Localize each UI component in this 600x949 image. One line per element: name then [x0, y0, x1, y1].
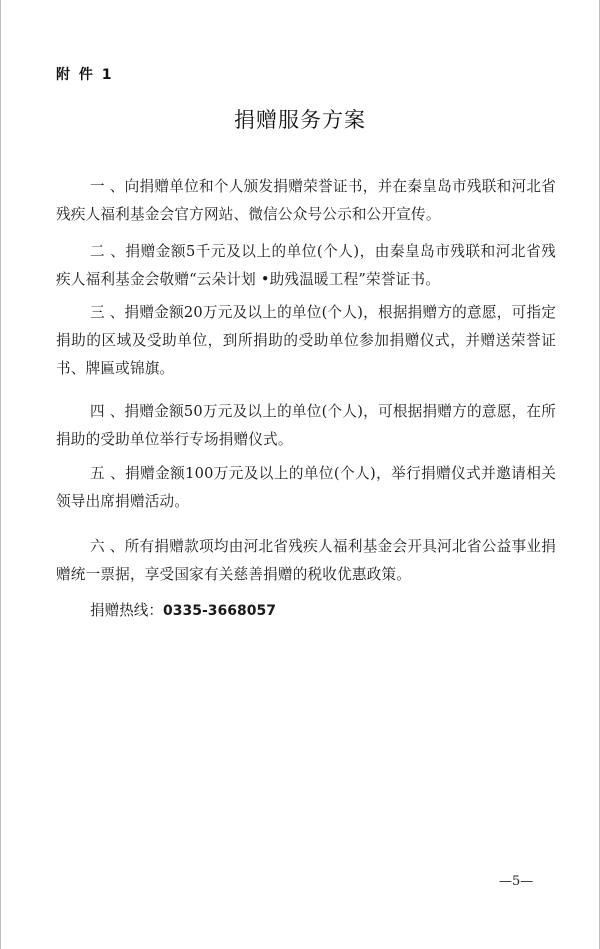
paragraph-5: 五 、捐赠金额100万元及以上的单位(个人)，举行捐赠仪式并邀请相关领导出席捐赠活动。: [56, 465, 556, 510]
hotline-label: 捐赠热线：: [90, 602, 163, 619]
hotline-number: 0335-3668057: [162, 603, 276, 619]
paragraph-1: 一 、向捐赠单位和个人颁发捐赠荣誉证书，并在秦皇岛市残联和河北省残疾人福利基金会官方网站、微信公众号公示和公开宣传。: [56, 178, 556, 223]
paragraph-2: 二 、捐赠金额5千元及以上的单位(个人)，由秦皇岛市残联和河北省残疾人福利基金会敬赠“云朵计划 •助残温暖工程”荣誉证书。: [56, 243, 556, 288]
attachment-label: 附 件 1: [56, 67, 114, 83]
page-number: —5—: [499, 874, 534, 889]
paragraph-6: 六 、所有捐赠款项均由河北省残疾人福利基金会开具河北省公益事业捐赠统一票据，享受国家有关慈善捐赠的税收优惠政策。: [56, 538, 556, 583]
paragraph-3: 三 、捐赠金额20万元及以上的单位(个人)，根据捐赠方的意愿，可指定捐助的区域及受助单位，到所捐助的受助单位参加捐赠仪式，并赠送荣誉证书、牌匾或锦旗。: [56, 304, 556, 377]
paragraph-4: 四 、捐赠金额50万元及以上的单位(个人)，可根据捐赠方的意愿，在所捐助的受助单位举行专场捐赠仪式。: [56, 403, 556, 448]
page-title: 捐赠服务方案: [234, 108, 366, 132]
hotline: [90, 599, 276, 623]
